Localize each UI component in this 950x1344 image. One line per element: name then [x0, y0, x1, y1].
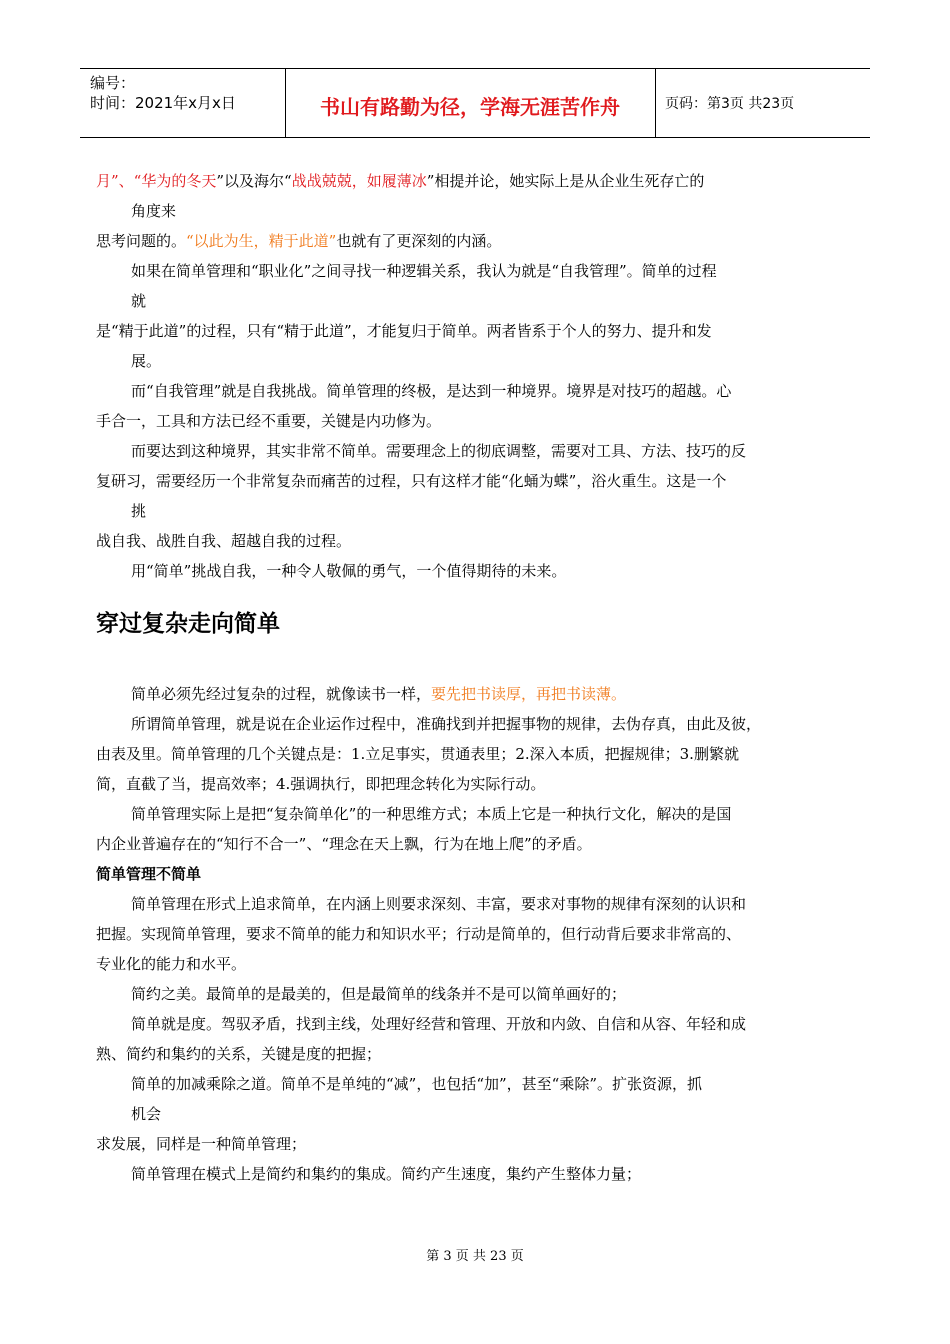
- text-span: ”以及海尔“: [216, 172, 292, 190]
- section-heading: 穿过复杂走向简单: [96, 611, 280, 637]
- text-line: 而“自我管理”就是自我挑战。简单管理的终极，是达到一种境界。境界是对技巧的超越。心: [131, 382, 732, 400]
- text-line: 把握。实现简单管理，要求不简单的能力和知识水平；行动是简单的，但行动背后要求非常高的、: [96, 925, 742, 943]
- text-line: 简单管理在形式上追求简单，在内涵上则要求深刻、丰富，要求对事物的规律有深刻的认识和: [131, 895, 747, 913]
- header-number: 编号：: [90, 74, 136, 92]
- text-line: [96, 679, 866, 709]
- header-page-info: 页码：第3页 共23页: [665, 96, 795, 112]
- text-span: 简单必须先经过复杂的过程，就像读书一样，: [131, 685, 432, 703]
- document-body: [96, 166, 866, 1189]
- header-divider: [655, 69, 656, 137]
- text-line: 熟、简约和集约的关系，关键是度的把握；: [96, 1045, 382, 1063]
- text-line: 简，直截了当，提高效率；4.强调执行，即把理念转化为实际行动。: [96, 775, 546, 793]
- text-line: [96, 226, 866, 256]
- text-line: 手合一，工具和方法已经不重要，关键是内功修为。: [96, 412, 442, 430]
- text-line: 是“精于此道”的过程，只有“精于此道”，才能复归于简单。两者皆系于个人的努力、提升和发: [96, 322, 712, 340]
- quote-red: 月”、: [96, 172, 134, 190]
- quote-orange: “以此为生，精于此道”: [186, 232, 337, 250]
- text-line: 机会: [131, 1105, 162, 1123]
- text-line: 简约之美。最简单的是最美的，但是最简单的线条并不是可以简单画好的；: [131, 985, 627, 1003]
- quote-red: 战战兢兢，如履薄冰: [291, 172, 427, 190]
- text-line: 简单的加减乘除之道。简单不是单纯的“减”，也包括“加”，甚至“乘除”。扩张资源，抓: [131, 1075, 703, 1093]
- text-line: 用“简单”挑战自我，一种令人敬佩的勇气，一个值得期待的未来。: [131, 562, 567, 580]
- text-span: ”相提并论，她实际上是从企业生死存亡的: [426, 172, 705, 190]
- text-line: 展。: [131, 352, 162, 370]
- text-line: 简单管理在模式上是简约和集约的集成。简约产生速度，集约产生整体力量；: [131, 1165, 642, 1183]
- header-motto: 书山有路勤为径，学海无涯苦作舟: [320, 95, 620, 119]
- text-line: 挑: [131, 502, 147, 520]
- text-line: 求发展，同样是一种简单管理；: [96, 1135, 307, 1153]
- text-line: 就: [131, 292, 147, 310]
- quote-orange: 要先把书读厚，再把书读薄。: [431, 685, 627, 703]
- page-footer: 第 3 页 共 23 页: [426, 1249, 524, 1264]
- text-line: 所谓简单管理，就是说在企业运作过程中，准确找到并把握事物的规律，去伪存真，由此及彼，: [131, 715, 762, 733]
- header-time: 时间：2021年x月x日: [90, 94, 236, 112]
- page-header: [80, 68, 870, 138]
- text-line: 简单管理实际上是把“复杂简单化”的一种思维方式；本质上它是一种执行文化，解决的是国: [131, 805, 732, 823]
- text-line: 由表及里。简单管理的几个关键点是：1.立足事实，贯通表里；2.深入本质，把握规律；3.删繁就: [96, 745, 739, 763]
- text-line: 复研习，需要经历一个非常复杂而痛苦的过程，只有这样才能“化蛹为蝶”，浴火重生。这是一个: [96, 472, 727, 490]
- text-line: 战自我、战胜自我、超越自我的过程。: [96, 532, 352, 550]
- header-meta: [90, 73, 236, 113]
- text-line: 而要达到这种境界，其实非常不简单。需要理念上的彻底调整，需要对工具、方法、技巧的反: [131, 442, 747, 460]
- text-line: 内企业普遍存在的“知行不合一”、“理念在天上飘，行为在地上爬”的矛盾。: [96, 835, 592, 853]
- quote-red: “华为的冬天: [133, 172, 217, 190]
- text-line: 简单就是度。驾驭矛盾，找到主线，处理好经营和管理、开放和内敛、自信和从容、年轻和成: [131, 1015, 747, 1033]
- text-line: 专业化的能力和水平。: [96, 955, 247, 973]
- text-span: 思考问题的。: [96, 232, 187, 250]
- text-span: 也就有了更深刻的内涵。: [336, 232, 502, 250]
- text-line: 如果在简单管理和“职业化”之间寻找一种逻辑关系，我认为就是“自我管理”。简单的过程: [131, 262, 717, 280]
- text-line: 角度来: [131, 202, 177, 220]
- text-line: [96, 166, 866, 196]
- subsection-heading: 简单管理不简单: [96, 865, 202, 883]
